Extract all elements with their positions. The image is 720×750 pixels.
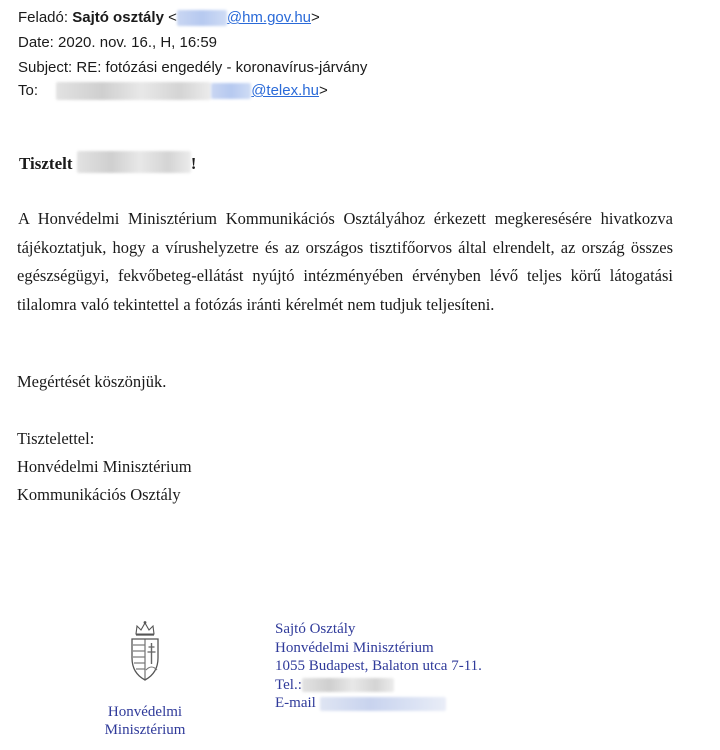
logo-caption-line1: Honvédelmi — [107, 704, 183, 720]
redacted-recipient — [56, 82, 211, 100]
from-email-link[interactable]: @hm.gov.hu — [226, 9, 312, 26]
to-label: To: — [18, 82, 39, 99]
signature-block — [275, 620, 482, 713]
from-name: Sajtó osztály — [72, 9, 164, 26]
sign-line-department: Kommunikációs Osztály — [17, 485, 181, 504]
letter-paragraph: A Honvédelmi Minisztérium Kommunikációs Osztályához érkezett megkeresésére hivatkozva tájékoztatjuk, hogy a vírushelyzetre és az országos tisztifőorvos által elrendelt, az ország összes egészségügyi, fekvőbeteg-ellátást nyújtó intézményében érvényben lévő teljes körű látogatási tilalomra való tekintettel a fotózás iránti kérelmét nem tudjuk teljesíteni. — [17, 209, 673, 314]
date-line: Date: 2020. nov. 16., H, 16:59 — [18, 34, 218, 51]
to-email-link[interactable]: @telex.hu — [251, 82, 319, 99]
greeting-prefix: Tisztelt — [19, 154, 73, 173]
to-line — [18, 82, 328, 100]
coat-of-arms-icon — [127, 620, 163, 684]
redacted-recipient-tail — [211, 83, 251, 99]
subject-line: Subject: RE: fotózási engedély - koronavírus-járvány — [18, 59, 368, 76]
signature-tel-label: Tel.: — [275, 676, 302, 693]
logo-caption-line2: Minisztérium — [104, 722, 186, 738]
redacted-recipient-name — [77, 151, 191, 173]
from-bracket-close: > — [311, 9, 320, 26]
from-label: Feladó: — [18, 9, 69, 26]
signature-email — [275, 694, 482, 713]
greeting — [19, 151, 196, 174]
from-bracket-open: < — [168, 9, 177, 26]
from-line — [18, 9, 320, 26]
redacted-email-user — [177, 10, 227, 26]
redacted-email — [320, 697, 446, 711]
sign-line-ministry: Honvédelmi Minisztérium — [17, 457, 192, 476]
signature-dept: Sajtó Osztály — [275, 621, 356, 637]
signature-address: 1055 Budapest, Balaton utca 7-11. — [275, 658, 482, 674]
logo-caption — [90, 703, 200, 739]
closing-line: Tisztelettel: — [17, 429, 95, 448]
greeting-suffix: ! — [190, 154, 197, 173]
signature-ministry: Honvédelmi Minisztérium — [275, 639, 434, 656]
signature-tel — [275, 676, 482, 695]
redacted-phone — [302, 678, 394, 692]
to-bracket-close: > — [318, 82, 328, 99]
signature-email-label: E-mail — [275, 695, 316, 711]
thanks-line: Megértését köszönjük. — [17, 372, 167, 391]
